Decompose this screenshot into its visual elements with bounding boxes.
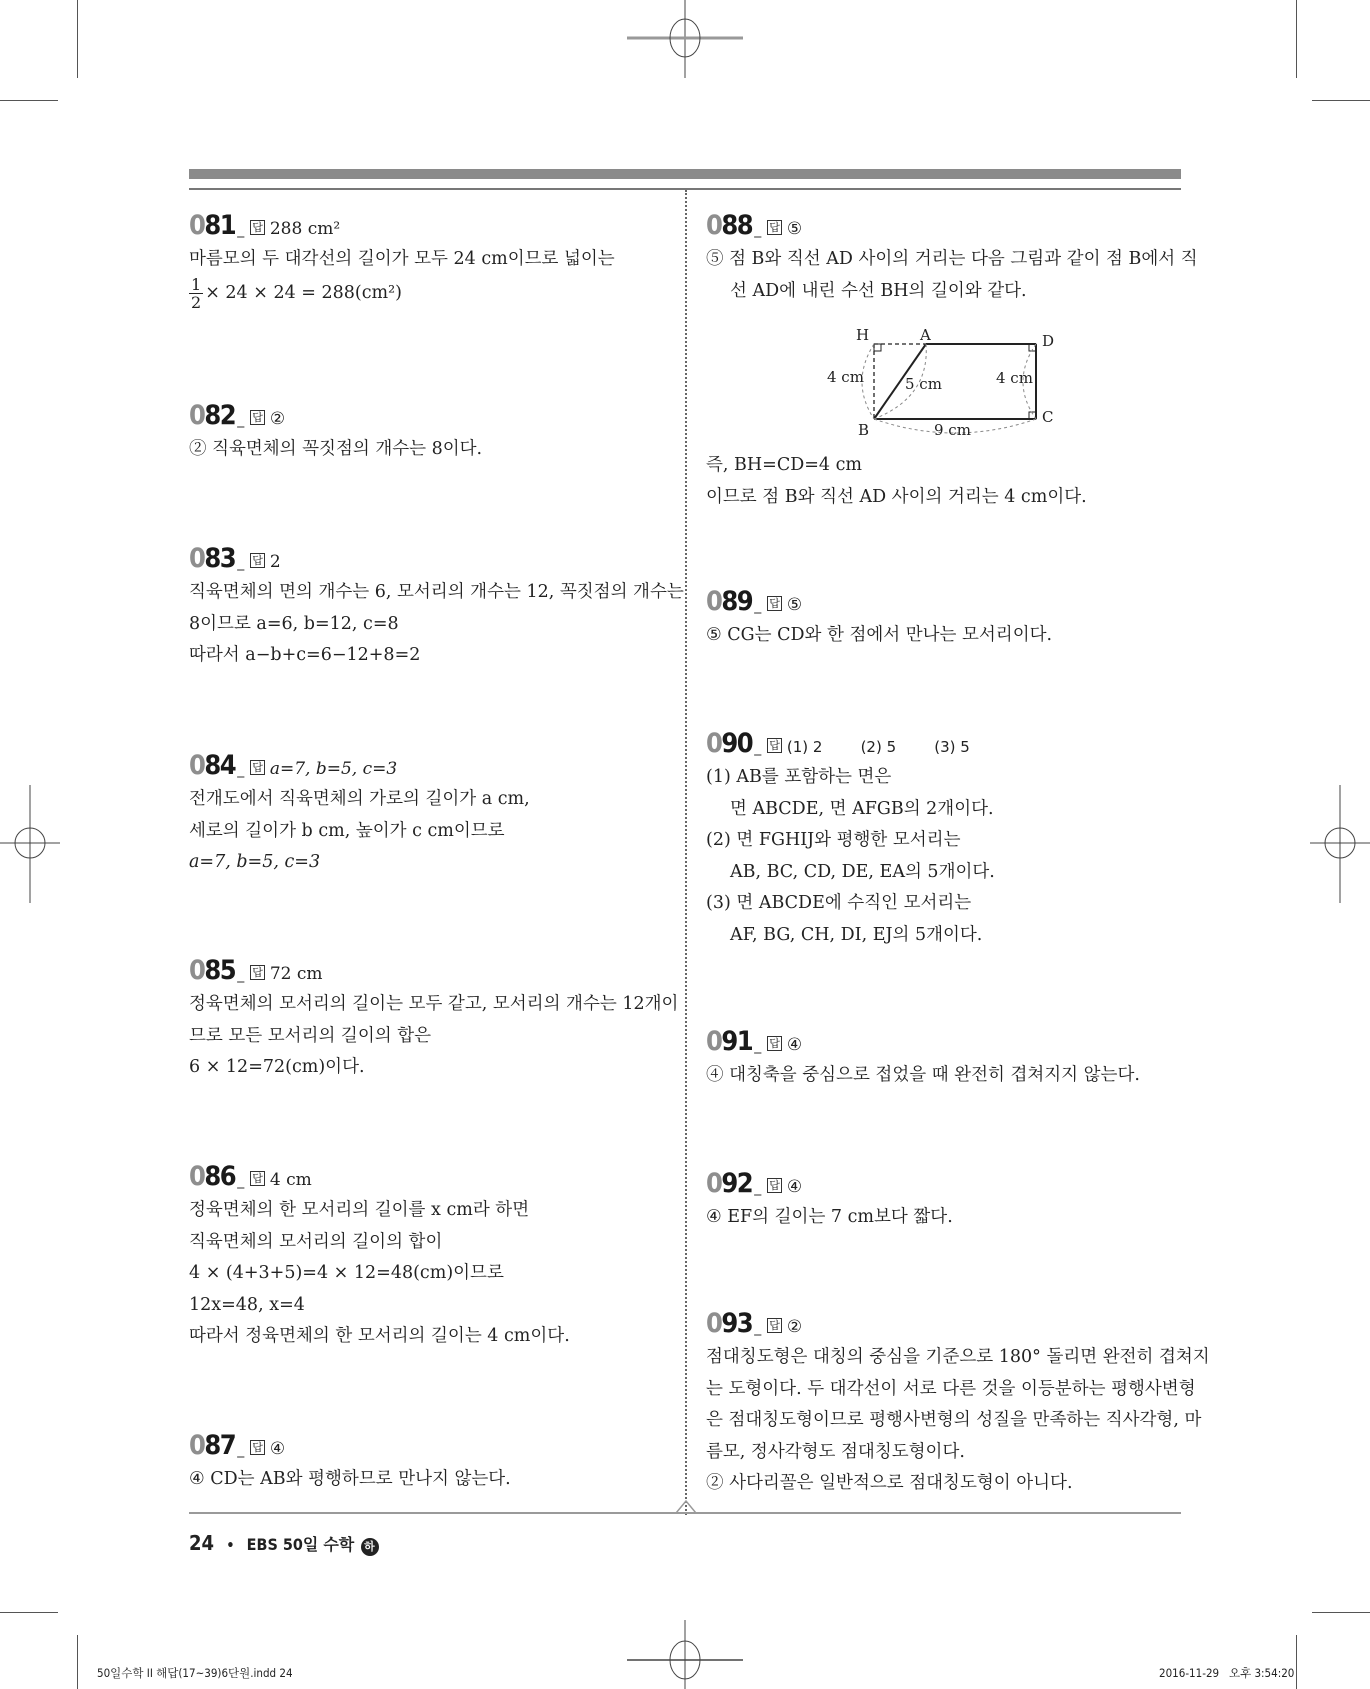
answer-value: (1) 2 (2) 5 (3) 5 (786, 738, 970, 756)
answer-value: 4 cm (269, 1170, 312, 1190)
item-heading: 081 _ 답 288 cm² (189, 210, 341, 241)
answer-093: 093 _ 답 ② 점대칭도형은 대칭의 중심을 기준으로 180° 돌리면 완전히 겹쳐지 는 도형이다. 두 대각선이 서로 다른 것을 이등분하는 평행사변형 은 점대칭도형이므로 평행사변형의 성질을 만족하는 직사각형, 마 름모, 정사각형도 점대칭도형이다. ② 사다리꼴은 일반적으로 점대칭도형이 아니다. (706, 1308, 1210, 1493)
header-bar (189, 169, 1181, 179)
answer-badge-icon: 답 (769, 1319, 780, 1332)
crop-mark (1312, 1612, 1370, 1613)
parallelogram-diagram (820, 322, 1065, 442)
item-heading: 082 _ 답 ② (189, 400, 286, 431)
answer-badge-icon: 답 (252, 554, 263, 567)
answer-092: 092 _ 답 ④ ④ EF의 길이는 7 cm보다 짧다. (706, 1168, 1186, 1234)
answer-089: 089 _ 답 ⑤ ⑤ CG는 CD와 한 점에서 만나는 모서리이다. (706, 586, 1186, 652)
slug-datetime: 2016-11-29 오후 3:54:20 (1159, 1666, 1295, 1680)
item-heading: 089 _ 답 ⑤ (706, 586, 803, 617)
footer-notch (676, 1500, 696, 1514)
registration-mark-left (0, 785, 62, 905)
answer-value: ⑤ (786, 219, 803, 239)
label-h: H (856, 326, 870, 344)
item-heading: 085 _ 답 72 cm (189, 955, 323, 986)
answer-value: a=7, b=5, c=3 (269, 759, 398, 779)
item-heading: 093 _ 답 ② (706, 1308, 803, 1339)
dim-bh: 4 cm (827, 368, 864, 386)
answer-082: 082 _ 답 ② ② 직육면체의 꼭짓점의 개수는 8이다. (189, 400, 669, 466)
crop-mark (77, 0, 78, 78)
slug-filename: 50일수학 II 해답(17~39)6단원.indd 24 (97, 1666, 293, 1680)
answer-badge-icon: 답 (769, 221, 780, 234)
registration-mark-bottom (625, 1620, 745, 1689)
answer-value: ④ (786, 1177, 803, 1197)
answer-value: 72 cm (269, 964, 323, 984)
answer-083: 083 _ 답 2 직육면체의 면의 개수는 6, 모서리의 개수는 12, 꼭짓점의 개수는 8이므로 a=6, b=12, c=8 따라서 a−b+c=6−12+8=2 (189, 543, 684, 665)
page-footer (189, 1531, 379, 1556)
item-heading: 084 _ 답 a=7, b=5, c=3 (189, 750, 398, 781)
item-heading: 083 _ 답 2 (189, 543, 281, 574)
answer-value: ④ (786, 1035, 803, 1055)
answer-badge-icon: 답 (769, 1179, 780, 1192)
column-divider (685, 190, 687, 1515)
answer-086: 086 _ 답 4 cm 정육면체의 한 모서리의 길이를 x cm라 하면 직육면체의 모서리의 길이의 합이 4 × (4+3+5)=4 × 12=48(cm)이므로 12x=48, x=4 따라서 정육면체의 한 모서리의 길이는 4 cm이다. (189, 1161, 669, 1353)
crop-mark (0, 100, 58, 101)
label-a: A (920, 326, 931, 344)
answer-badge-icon: 답 (769, 597, 780, 610)
book-title: EBS 50일 수학 (246, 1535, 355, 1554)
answer-badge-icon: 답 (769, 739, 780, 752)
level-badge-icon: 하 (361, 1538, 379, 1556)
answer-091: 091 _ 답 ④ ④ 대칭축을 중심으로 접었을 때 완전히 겹쳐지지 않는다. (706, 1026, 1186, 1092)
dim-bc: 9 cm (934, 421, 971, 439)
item-heading: 088 _ 답 ⑤ (706, 210, 803, 241)
fraction: $\frac{1}{2}$ (191, 274, 202, 312)
answer-badge-icon: 답 (252, 966, 263, 979)
answer-090: 090 _ 답 (1) 2 (2) 5 (3) 5 (1) AB를 포함하는 면은 면 ABCDE, 면 AFGB의 2개이다. (2) 면 FGHIJ와 평행한 모서리는 AB, BC, CD, DE, EA의 5개이다. (3) 면 ABCDE에 수직인 모서리는 AF, BG, CH, DI, EJ의 5개이다. (706, 728, 1186, 951)
bullet: • (226, 1538, 235, 1554)
label-c: C (1042, 408, 1054, 426)
answer-badge-icon: 답 (769, 1037, 780, 1050)
crop-mark (1312, 100, 1370, 101)
answer-value: ④ (269, 1439, 286, 1459)
answer-085: 085 _ 답 72 cm 정육면체의 모서리의 길이는 모두 같고, 모서리의 개수는 12개이 므로 모든 모서리의 길이의 합은 6 × 12=72(cm)이다. (189, 955, 679, 1077)
answer-value: 288 cm² (269, 219, 341, 239)
label-b: B (858, 421, 870, 439)
label-d: D (1042, 332, 1055, 350)
answer-value: 2 (269, 552, 281, 572)
answer-088: 088 _ 답 ⑤ ⑤ 점 B와 직선 AD 사이의 거리는 다음 그림과 같이 점 B에서 직 선 AD에 내린 수선 BH의 길이와 같다. (706, 210, 1198, 301)
crop-mark (0, 1612, 58, 1613)
answer-badge-icon: 답 (252, 761, 263, 774)
answer-badge-icon: 답 (252, 1172, 263, 1185)
page-number: 24 (189, 1531, 215, 1555)
answer-value: ⑤ (786, 595, 803, 615)
dim-cd: 4 cm (996, 369, 1033, 387)
registration-mark-right (1308, 785, 1370, 905)
crop-mark (77, 1635, 78, 1689)
crop-mark (1296, 0, 1297, 78)
item-heading: 086 _ 답 4 cm (189, 1161, 312, 1192)
item-heading: 091 _ 답 ④ (706, 1026, 803, 1057)
answer-badge-icon: 답 (252, 1441, 263, 1454)
answer-value: ② (786, 1317, 803, 1337)
answer-value: ② (269, 409, 286, 429)
answer-badge-icon: 답 (252, 221, 263, 234)
item-heading: 087 _ 답 ④ (189, 1430, 286, 1461)
answer-084: 084 _ 답 a=7, b=5, c=3 전개도에서 직육면체의 가로의 길이가 a cm, 세로의 길이가 b cm, 높이가 c cm이므로 a=7, b=5, c=3 (189, 750, 669, 879)
answer-081: 081 _ 답 288 cm² 마름모의 두 대각선의 길이가 모두 24 cm이므로 넓이는 $\frac{1}{2}$ × 24 × 24 = 288(cm²) (189, 210, 669, 311)
item-heading: 090 _ 답 (1) 2 (2) 5 (3) 5 (706, 728, 970, 759)
dim-ab: 5 cm (905, 375, 942, 393)
answer-087: 087 _ 답 ④ ④ CD는 AB와 평행하므로 만나지 않는다. (189, 1430, 669, 1496)
item-heading: 092 _ 답 ④ (706, 1168, 803, 1199)
registration-mark-top (625, 0, 745, 80)
answer-088-cont: 즉, BH=CD=4 cm 이므로 점 B와 직선 AD 사이의 거리는 4 cm이다. (706, 455, 1087, 507)
answer-badge-icon: 답 (252, 411, 263, 424)
crop-mark (1296, 1635, 1297, 1689)
